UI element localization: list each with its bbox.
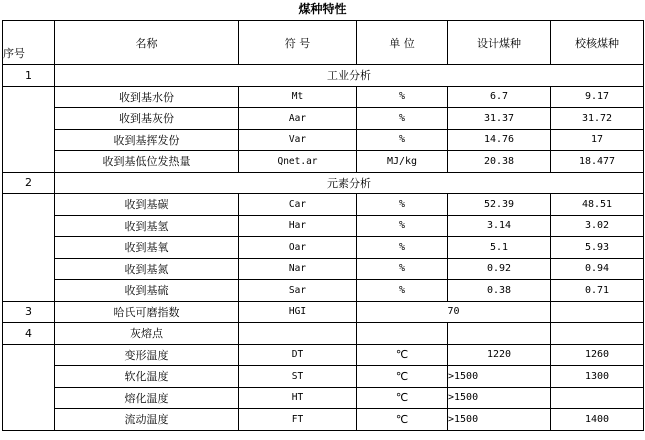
section-row-ash-fusion [3, 323, 644, 345]
table-row [3, 215, 644, 237]
row-check: 31.72 [551, 108, 644, 130]
row-name: 收到基氢 [55, 215, 239, 237]
row-name: 熔化温度 [55, 387, 239, 409]
section-index: 3 [3, 301, 55, 323]
table-row [3, 129, 644, 151]
row-design: 20.38 [448, 151, 551, 173]
row-unit: % [357, 129, 448, 151]
row-name: 流动温度 [55, 409, 239, 431]
table-row [3, 86, 644, 108]
row-unit: ℃ [357, 344, 448, 366]
table-row [3, 387, 644, 409]
section-index: 2 [3, 172, 55, 194]
row-check: 0.94 [551, 258, 644, 280]
row-symbol: Qnet.ar [239, 151, 357, 173]
row-unit: % [357, 237, 448, 259]
table-row [3, 409, 644, 431]
row-name: 哈氏可磨指数 [55, 301, 239, 323]
row-name: 收到基水份 [55, 86, 239, 108]
table-row [3, 237, 644, 259]
row-design: >1500 [448, 409, 551, 431]
row-name: 收到基硫 [55, 280, 239, 302]
row-check [551, 301, 644, 323]
row-design: 1220 [448, 344, 551, 366]
header-symbol: 符 号 [239, 21, 357, 65]
table-row [3, 194, 644, 216]
row-symbol: Nar [239, 258, 357, 280]
row-check [551, 387, 644, 409]
row-check: 17 [551, 129, 644, 151]
section-row-hgi [3, 301, 644, 323]
row-design: >1500 [448, 366, 551, 388]
row-design [448, 323, 551, 345]
row-unit: % [357, 194, 448, 216]
row-name: 收到基氧 [55, 237, 239, 259]
row-symbol: ST [239, 366, 357, 388]
row-name: 收到基碳 [55, 194, 239, 216]
row-check: 48.51 [551, 194, 644, 216]
header-index: 序号 [3, 21, 55, 65]
row-symbol: Sar [239, 280, 357, 302]
section-index: 1 [3, 65, 55, 87]
row-symbol: Car [239, 194, 357, 216]
row-name: 收到基挥发份 [55, 129, 239, 151]
table-row [3, 280, 644, 302]
row-symbol: Mt [239, 86, 357, 108]
row-design: 3.14 [448, 215, 551, 237]
row-symbol: DT [239, 344, 357, 366]
row-name: 软化温度 [55, 366, 239, 388]
row-symbol: Aar [239, 108, 357, 130]
row-unit: % [357, 108, 448, 130]
row-symbol [239, 323, 357, 345]
section-label: 元素分析 [55, 172, 644, 194]
row-name: 收到基低位发热量 [55, 151, 239, 173]
row-unit: ℃ [357, 366, 448, 388]
row-symbol: Oar [239, 237, 357, 259]
row-value: 70 [357, 301, 551, 323]
index-spacer [3, 86, 55, 172]
row-name: 收到基氮 [55, 258, 239, 280]
table-row [3, 108, 644, 130]
index-spacer [3, 194, 55, 302]
row-check: 9.17 [551, 86, 644, 108]
header-check: 校核煤种 [551, 21, 644, 65]
row-check: 1400 [551, 409, 644, 431]
row-name: 收到基灰份 [55, 108, 239, 130]
row-unit: ℃ [357, 409, 448, 431]
row-design: 14.76 [448, 129, 551, 151]
section-row-ultimate [3, 172, 644, 194]
row-design: >1500 [448, 387, 551, 409]
section-label: 灰熔点 [55, 323, 239, 345]
row-check [551, 323, 644, 345]
table-row [3, 366, 644, 388]
row-unit [357, 323, 448, 345]
row-name: 变形温度 [55, 344, 239, 366]
table-title: 煤种特性 [298, 2, 347, 16]
header-name: 名称 [55, 21, 239, 65]
section-index: 4 [3, 323, 55, 345]
row-unit: ℃ [357, 387, 448, 409]
row-unit: % [357, 86, 448, 108]
index-spacer [3, 344, 55, 430]
row-symbol: HGI [239, 301, 357, 323]
row-check: 3.02 [551, 215, 644, 237]
row-design: 5.1 [448, 237, 551, 259]
row-check: 5.93 [551, 237, 644, 259]
row-design: 31.37 [448, 108, 551, 130]
section-row-proximate [3, 65, 644, 87]
row-unit: % [357, 215, 448, 237]
row-check: 18.477 [551, 151, 644, 173]
row-design: 6.7 [448, 86, 551, 108]
row-symbol: Var [239, 129, 357, 151]
row-symbol: Har [239, 215, 357, 237]
row-check: 1300 [551, 366, 644, 388]
row-symbol: FT [239, 409, 357, 431]
section-label: 工业分析 [55, 65, 644, 87]
row-design: 0.92 [448, 258, 551, 280]
row-check: 0.71 [551, 280, 644, 302]
row-design: 52.39 [448, 194, 551, 216]
coal-properties-table [2, 20, 644, 431]
row-design: 0.38 [448, 280, 551, 302]
table-row [3, 258, 644, 280]
row-unit: MJ/kg [357, 151, 448, 173]
table-row [3, 151, 644, 173]
header-design: 设计煤种 [448, 21, 551, 65]
header-row [3, 21, 644, 65]
row-check: 1260 [551, 344, 644, 366]
row-symbol: HT [239, 387, 357, 409]
table-row [3, 344, 644, 366]
row-unit: % [357, 258, 448, 280]
header-unit: 单 位 [357, 21, 448, 65]
row-unit: % [357, 280, 448, 302]
